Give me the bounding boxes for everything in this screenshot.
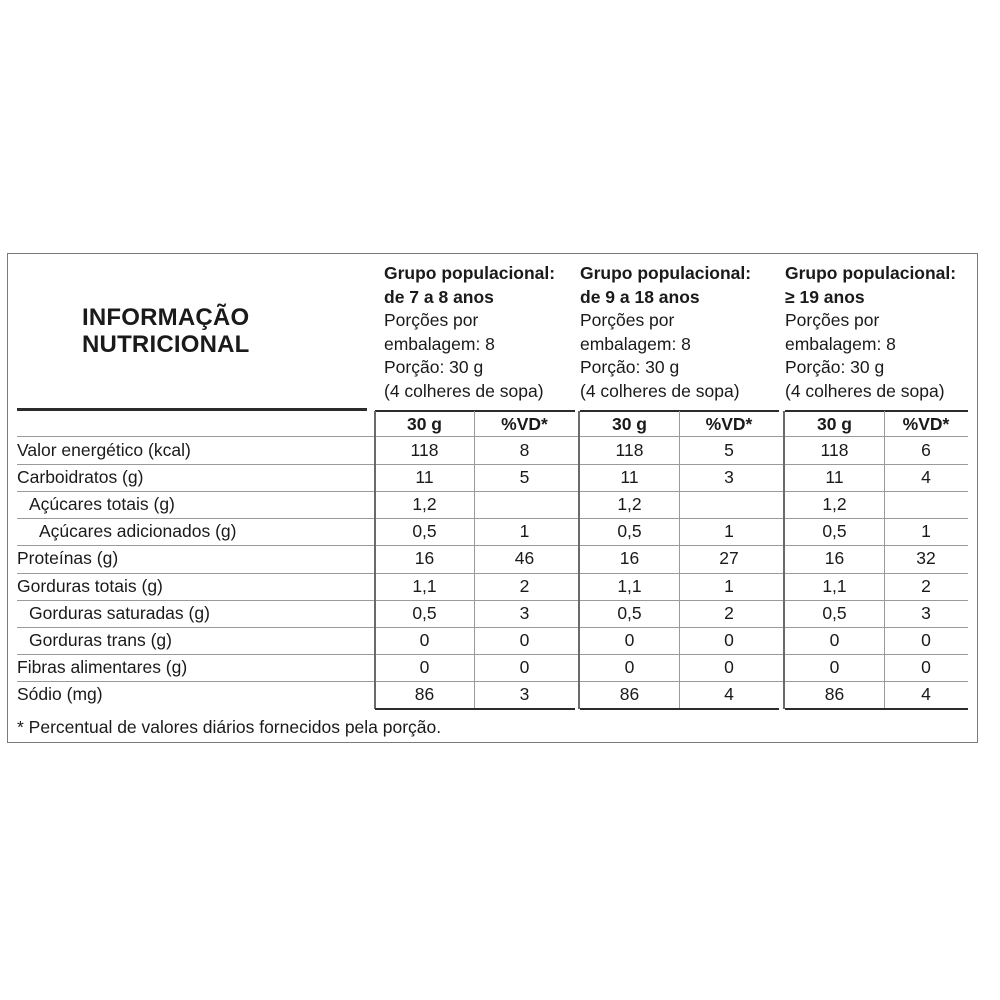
nutrition-title	[82, 304, 250, 358]
amount-value: 86	[619, 683, 640, 704]
dv-value: 2	[724, 602, 734, 623]
portions-value: embalagem: 8	[384, 333, 495, 354]
dv-value: 2	[519, 575, 530, 596]
serving-description: (4 colheres de sopa)	[384, 380, 544, 401]
amount-value: 16	[619, 548, 640, 569]
dv-value: 5	[724, 440, 734, 460]
title-line-1: INFORMAÇÃO	[82, 304, 250, 331]
dv-value: 32	[916, 548, 936, 569]
dv-value: 1	[921, 521, 931, 542]
nutrient-row	[17, 491, 968, 518]
group-header-9-18	[580, 262, 751, 403]
nutrient-row	[17, 437, 968, 464]
column-separator	[474, 411, 475, 709]
amount-value: 0	[829, 656, 840, 677]
amount-value: 86	[824, 683, 845, 704]
dv-value: 0	[724, 656, 734, 677]
amount-value: 1,2	[412, 494, 437, 515]
dv-value: 2	[921, 575, 931, 596]
dv-value: 1	[724, 521, 734, 542]
group-separator	[783, 411, 785, 709]
amount-value: 0	[829, 629, 840, 650]
amount-value: 118	[615, 440, 644, 460]
group-age-range: de 7 a 8 anos	[384, 286, 494, 307]
title-line-2: NUTRICIONAL	[82, 331, 250, 358]
group-bottom-rule	[580, 708, 779, 710]
dv-value: 0	[921, 629, 931, 650]
dv-value: 4	[921, 683, 931, 704]
amount-value: 11	[415, 467, 434, 488]
amount-value: 0,5	[822, 602, 847, 623]
amount-value: 0,5	[822, 521, 847, 542]
column-header-dv: %VD*	[705, 414, 753, 434]
column-header-amount: 30 g	[816, 414, 853, 434]
amount-value: 16	[824, 548, 845, 569]
amount-value: 0	[624, 656, 635, 677]
nutrient-label: Valor energético (kcal)	[17, 440, 191, 460]
amount-value: 118	[820, 440, 849, 460]
amount-value: 11	[620, 467, 639, 488]
dv-value: 0	[519, 629, 530, 650]
portions-value: embalagem: 8	[785, 333, 896, 354]
column-separator	[884, 411, 885, 709]
amount-value: 1,1	[822, 575, 847, 596]
serving-description: (4 colheres de sopa)	[580, 380, 740, 401]
group-separator	[578, 411, 580, 709]
nutrient-label: Proteínas (g)	[17, 548, 119, 569]
portions-label: Porções por	[580, 310, 675, 330]
serving-size: Porção: 30 g	[384, 357, 484, 377]
dv-value: 8	[519, 440, 530, 460]
group-heading: Grupo populacional:	[580, 263, 752, 283]
column-header-dv: %VD*	[902, 414, 950, 434]
amount-value: 1,1	[617, 575, 642, 596]
nutrient-label: Açúcares totais (g)	[29, 494, 175, 515]
portions-value: embalagem: 8	[580, 333, 691, 354]
nutrient-row	[17, 654, 968, 681]
dv-value: 3	[519, 683, 530, 704]
group-heading: Grupo populacional:	[785, 263, 957, 283]
footnote: * Percentual de valores diários fornecidos pela porção.	[17, 717, 442, 737]
amount-value: 1,2	[822, 494, 847, 515]
nutrient-label: Carboidratos (g)	[17, 467, 144, 488]
nutrient-label: Gorduras totais (g)	[17, 575, 163, 596]
dv-value: 5	[519, 467, 530, 488]
amount-value: 0,5	[412, 521, 437, 542]
nutrient-row	[17, 545, 968, 572]
amount-value: 0,5	[617, 602, 642, 623]
column-header-amount: 30 g	[406, 414, 443, 434]
dv-value: 3	[519, 602, 530, 623]
group-age-range: ≥ 19 anos	[785, 286, 865, 307]
group-bottom-rule	[375, 708, 575, 710]
serving-description: (4 colheres de sopa)	[785, 380, 945, 401]
dv-value: 46	[514, 548, 535, 569]
nutrient-label: Sódio (mg)	[17, 683, 103, 704]
dv-value: 1	[519, 521, 530, 542]
title-divider	[17, 408, 367, 411]
portions-label: Porções por	[384, 310, 479, 330]
dv-value: 0	[921, 656, 931, 677]
dv-value: 0	[724, 629, 734, 650]
group-bottom-rule	[785, 708, 968, 710]
serving-size: Porção: 30 g	[785, 357, 885, 377]
amount-value: 0,5	[617, 521, 642, 542]
group-header-19-plus	[785, 262, 956, 403]
amount-value: 118	[410, 440, 439, 460]
amount-value: 1,1	[412, 575, 437, 596]
nutrient-row	[17, 681, 968, 708]
amount-value: 0	[419, 629, 430, 650]
group-heading: Grupo populacional:	[384, 263, 556, 283]
amount-value: 0	[624, 629, 635, 650]
dv-value: 3	[724, 467, 734, 488]
column-separator	[679, 411, 680, 709]
nutrient-label: Fibras alimentares (g)	[17, 656, 188, 677]
dv-value: 4	[724, 683, 734, 704]
nutrient-label: Gorduras saturadas (g)	[29, 602, 210, 623]
nutrient-row	[17, 518, 968, 545]
group-separator	[374, 411, 376, 709]
column-header-dv: %VD*	[501, 414, 548, 434]
dv-value: 27	[719, 548, 739, 569]
group-age-range: de 9 a 18 anos	[580, 286, 700, 307]
nutrient-row	[17, 464, 968, 491]
dv-value: 3	[921, 602, 931, 623]
portions-label: Porções por	[785, 310, 880, 330]
amount-value: 86	[414, 683, 435, 704]
column-header-amount: 30 g	[611, 414, 648, 434]
serving-size: Porção: 30 g	[580, 357, 680, 377]
amount-value: 0,5	[412, 602, 437, 623]
amount-value: 0	[419, 656, 430, 677]
amount-value: 16	[414, 548, 435, 569]
nutrient-label: Gorduras trans (g)	[29, 629, 172, 650]
dv-value: 4	[921, 467, 931, 488]
nutrient-row	[17, 627, 968, 654]
dv-value: 0	[519, 656, 530, 677]
dv-value: 1	[724, 575, 734, 596]
group-header-7-8	[384, 262, 555, 403]
nutrient-row	[17, 573, 968, 600]
amount-value: 1,2	[617, 494, 642, 515]
dv-value: 6	[921, 440, 931, 460]
nutrient-row	[17, 600, 968, 627]
amount-value: 11	[825, 467, 844, 488]
nutrient-label: Açúcares adicionados (g)	[39, 521, 237, 542]
